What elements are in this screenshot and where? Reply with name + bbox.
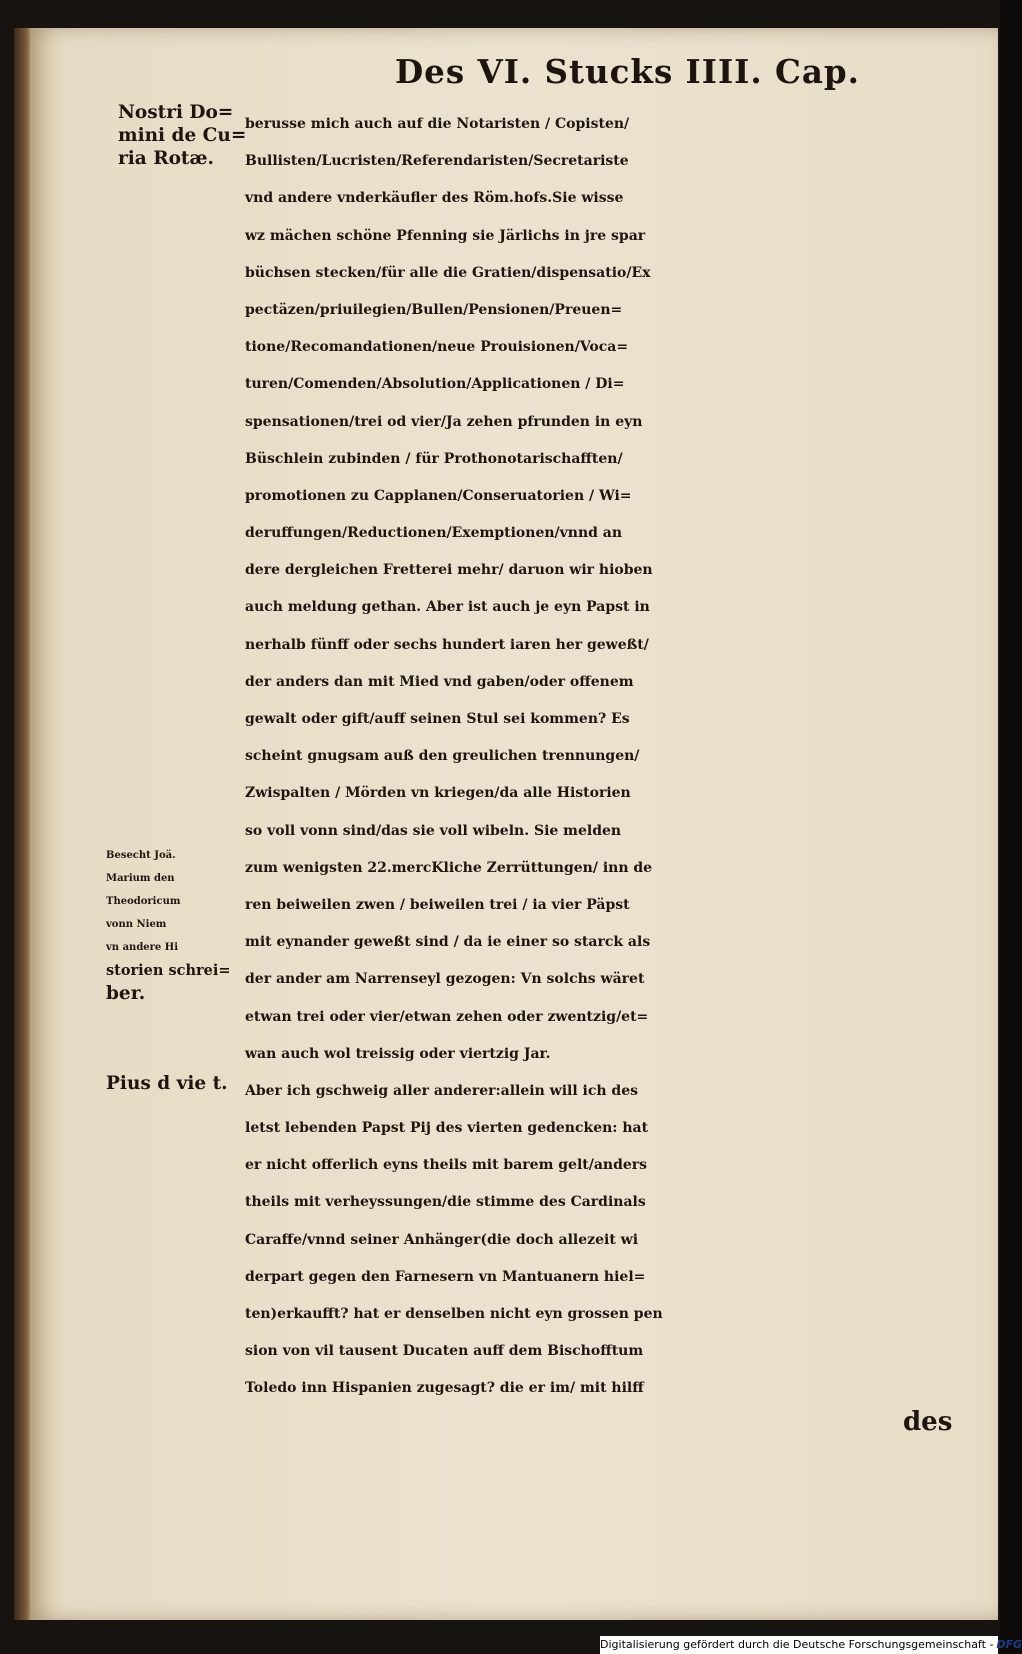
text-line: gewalt oder gift/auff seinen Stul sei kommen? Es [245, 711, 630, 727]
text-line: wan auch wol treissig oder viertzig Jar. [245, 1045, 551, 1062]
margin-note-sources [106, 844, 231, 1005]
text-line: Zwispalten / Mörden vn kriegen/da alle Historien [245, 785, 631, 802]
text-line: deruffungen/Reductionen/Exemptionen/vnnd an [245, 525, 623, 542]
text-line: Caraffe/vnnd seiner Anhänger(die doch allezeit wi [245, 1231, 639, 1248]
margin-note-curia [118, 101, 246, 170]
text-line: sion von vil tausent Ducaten auff dem Bischofftum [245, 1343, 644, 1360]
margin-note-line: Theodoricum [106, 896, 181, 907]
text-line: vnd andere vnderkäufler des Röm.hofs.Sie wisse [245, 190, 624, 207]
text-line: turen/Comenden/Absolution/Applicationen / Di= [245, 376, 625, 393]
text-line: mit eynander geweßt sind / da ie einer so starck als [245, 934, 651, 951]
text-line: der ander am Narrenseyl gezogen: Vn solchs wäret [245, 971, 645, 988]
text-line: promotionen zu Capplanen/Conseruatorien / Wi= [245, 487, 632, 504]
text-line: wz mächen schöne Pfenning sie Järlichs in jre spar [245, 227, 646, 244]
text-line: spensationen/trei od vier/Ja zehen pfrunden in eyn [245, 413, 643, 430]
text-line: ren beiweilen zwen / beiweilen trei / ia vier Päpst [245, 896, 630, 913]
text-line: Büschlein zubinden / für Prothonotarischafften/ [245, 450, 623, 467]
text-line: dere dergleichen Fretterei mehr/ daruon wir hioben [245, 562, 653, 579]
text-line: pectäzen/priuilegien/Bullen/Pensionen/Preuen= [245, 301, 623, 318]
text-line: so voll vonn sind/das sie voll wibeln. Sie melden [245, 822, 622, 839]
margin-note-pius [106, 1072, 228, 1095]
margin-note-line: vonn Niem [106, 919, 167, 930]
margin-note-line: vn andere Hi [106, 942, 179, 953]
text-line: er nicht offerlich eyns theils mit barem gelt/anders [245, 1157, 648, 1174]
text-line: derpart gegen den Farnesern vn Mantuanern hiel= [245, 1268, 646, 1285]
margin-note-line: ber. [106, 983, 146, 1004]
margin-note-line: storien schrei= [106, 962, 231, 979]
digitization-credit [600, 1636, 1022, 1654]
text-line: ten)erkaufft? hat er denselben nicht eyn grossen pen [245, 1306, 663, 1322]
text-line: etwan trei oder vier/etwan zehen oder zwentzig/et= [245, 1008, 649, 1025]
text-line: zum wenigsten 22.mercKliche Zerrüttungen/ inn de [245, 859, 653, 876]
text-line: Bullisten/Lucristen/Referendaristen/Secretariste [245, 153, 629, 170]
text-line: Toledo inn Hispanien zugesagt? die er im/ mit hilff [245, 1380, 644, 1397]
text-line: nerhalb fünff oder sechs hundert iaren her geweßt/ [245, 636, 649, 653]
main-text-block [245, 106, 975, 1408]
margin-note-line: ria Rotæ. [118, 148, 214, 169]
margin-note-line: Nostri Do= [118, 102, 234, 123]
margin-note-line: Besecht Joä. [106, 850, 176, 861]
text-line: letst lebenden Papst Pij des vierten gedencken: hat [245, 1120, 649, 1137]
text-line: der anders dan mit Mied vnd gaben/oder offenem [245, 673, 634, 690]
text-line: büchsen stecken/für alle die Gratien/dispensatio/Ex [245, 264, 651, 281]
margin-note-line: Pius d vie t. [106, 1073, 228, 1094]
margin-note-line: mini de Cu= [118, 125, 247, 146]
credit-text: Digitalisierung gefördert durch die Deutsche Forschungsgemeinschaft - [600, 1638, 994, 1651]
text-line: Aber ich gschweig aller anderer:allein will ich des [245, 1082, 638, 1099]
catchword: des [903, 1407, 953, 1437]
text-line: theils mit verheyssungen/die stimme des Cardinals [245, 1194, 646, 1211]
text-line: scheint gnugsam auß den greulichen trennungen/ [245, 748, 640, 765]
running-title: Des VI. Stucks IIII. Cap. [395, 52, 860, 91]
text-line: tione/Recomandationen/neue Prouisionen/Voca= [245, 339, 629, 356]
text-line: auch meldung gethan. Aber ist auch je eyn Papst in [245, 599, 650, 616]
text-line: berusse mich auch auf die Notaristen / Copisten/ [245, 116, 630, 132]
margin-note-line: Marium den [106, 873, 175, 884]
dfg-logo: DFG [996, 1638, 1022, 1651]
